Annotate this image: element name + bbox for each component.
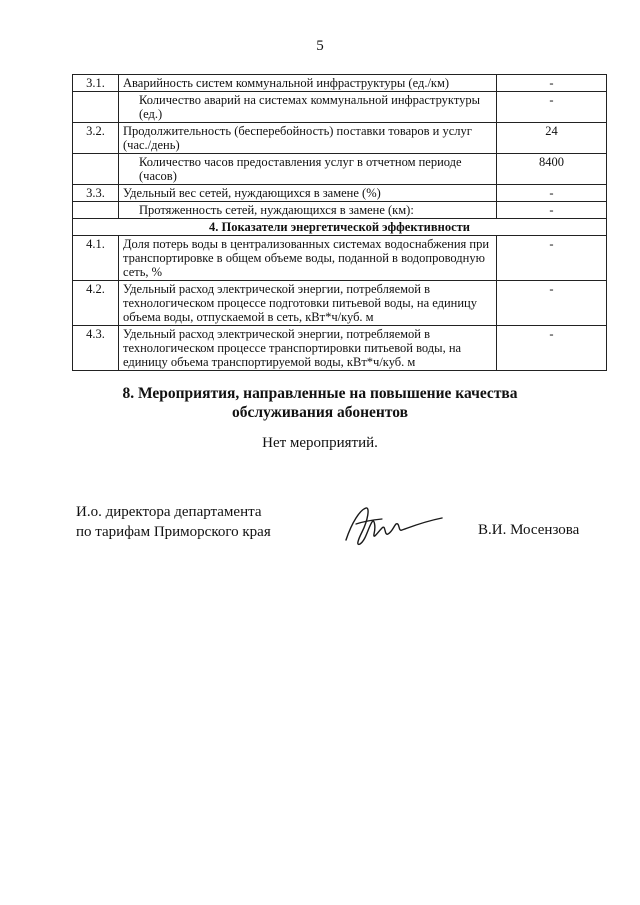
table-row <box>73 92 607 123</box>
indicator-name-cell: Количество часов предоставления услуг в отчетном периоде (часов) <box>119 154 497 185</box>
signatory-title-line-2: по тарифам Приморского края <box>76 524 271 540</box>
row-number-cell <box>73 202 119 219</box>
indicator-value-cell: - <box>497 281 607 326</box>
indicator-name-cell: Доля потерь воды в централизованных системах водоснабжения при транспортировке в общем объеме воды, поданной в водопроводную сеть, % <box>119 236 497 281</box>
section-heading-line-1: 8. Мероприятия, направленные на повышение качества <box>122 385 518 402</box>
signer-name: В.И. Мосензова <box>478 522 580 538</box>
indicator-name-cell: Удельный вес сетей, нуждающихся в замене (%) <box>119 185 497 202</box>
indicator-name-cell: Аварийность систем коммунальной инфраструктуры (ед./км) <box>119 75 497 92</box>
indicator-value-cell: - <box>497 185 607 202</box>
indicator-name-cell: Удельный расход электрической энергии, потребляемой в технологическом процессе транспортировки питьевой воды, на единицу объема транспортируемой воды, кВт*ч/куб. м <box>119 326 497 371</box>
indicator-name-cell: Продолжительность (бесперебойность) поставки товаров и услуг (час./день) <box>119 123 497 154</box>
page-number: 5 <box>316 38 324 54</box>
table-row <box>73 326 607 371</box>
indicator-value-cell: - <box>497 326 607 371</box>
table-section-row <box>73 219 607 236</box>
indicator-value-cell: - <box>497 202 607 219</box>
indicator-value-cell: 24 <box>497 123 607 154</box>
row-number-cell: 4.1. <box>73 236 119 281</box>
table-row <box>73 236 607 281</box>
row-number-cell: 4.2. <box>73 281 119 326</box>
indicator-name-cell: Удельный расход электрической энергии, потребляемой в технологическом процессе подготовки питьевой воды, на единицу объема воды, отпускаемой в сеть, кВт*ч/куб. м <box>119 281 497 326</box>
row-number-cell <box>73 154 119 185</box>
indicator-name-cell: Протяженность сетей, нуждающихся в замене (км): <box>119 202 497 219</box>
section-title-cell: 4. Показатели энергетической эффективности <box>73 219 607 236</box>
row-number-cell: 4.3. <box>73 326 119 371</box>
section-heading-line-2: обслуживания абонентов <box>232 404 408 421</box>
row-number-cell: 3.3. <box>73 185 119 202</box>
no-events-text: Нет мероприятий. <box>262 435 378 451</box>
row-number-cell <box>73 92 119 123</box>
indicator-value-cell: - <box>497 75 607 92</box>
indicators-table <box>72 74 607 371</box>
handwritten-signature <box>338 502 448 552</box>
table-row <box>73 154 607 185</box>
indicator-value-cell: - <box>497 236 607 281</box>
signatory-title <box>76 502 271 542</box>
row-number-cell: 3.1. <box>73 75 119 92</box>
section-heading <box>0 384 640 422</box>
table-row <box>73 185 607 202</box>
table-row <box>73 75 607 92</box>
table-row <box>73 281 607 326</box>
indicator-value-cell: 8400 <box>497 154 607 185</box>
table-row <box>73 202 607 219</box>
indicators-table-body <box>73 75 607 371</box>
table-row <box>73 123 607 154</box>
signatory-title-line-1: И.о. директора департамента <box>76 504 262 520</box>
indicator-name-cell: Количество аварий на системах коммунальной инфраструктуры (ед.) <box>119 92 497 123</box>
indicator-value-cell: - <box>497 92 607 123</box>
row-number-cell: 3.2. <box>73 123 119 154</box>
